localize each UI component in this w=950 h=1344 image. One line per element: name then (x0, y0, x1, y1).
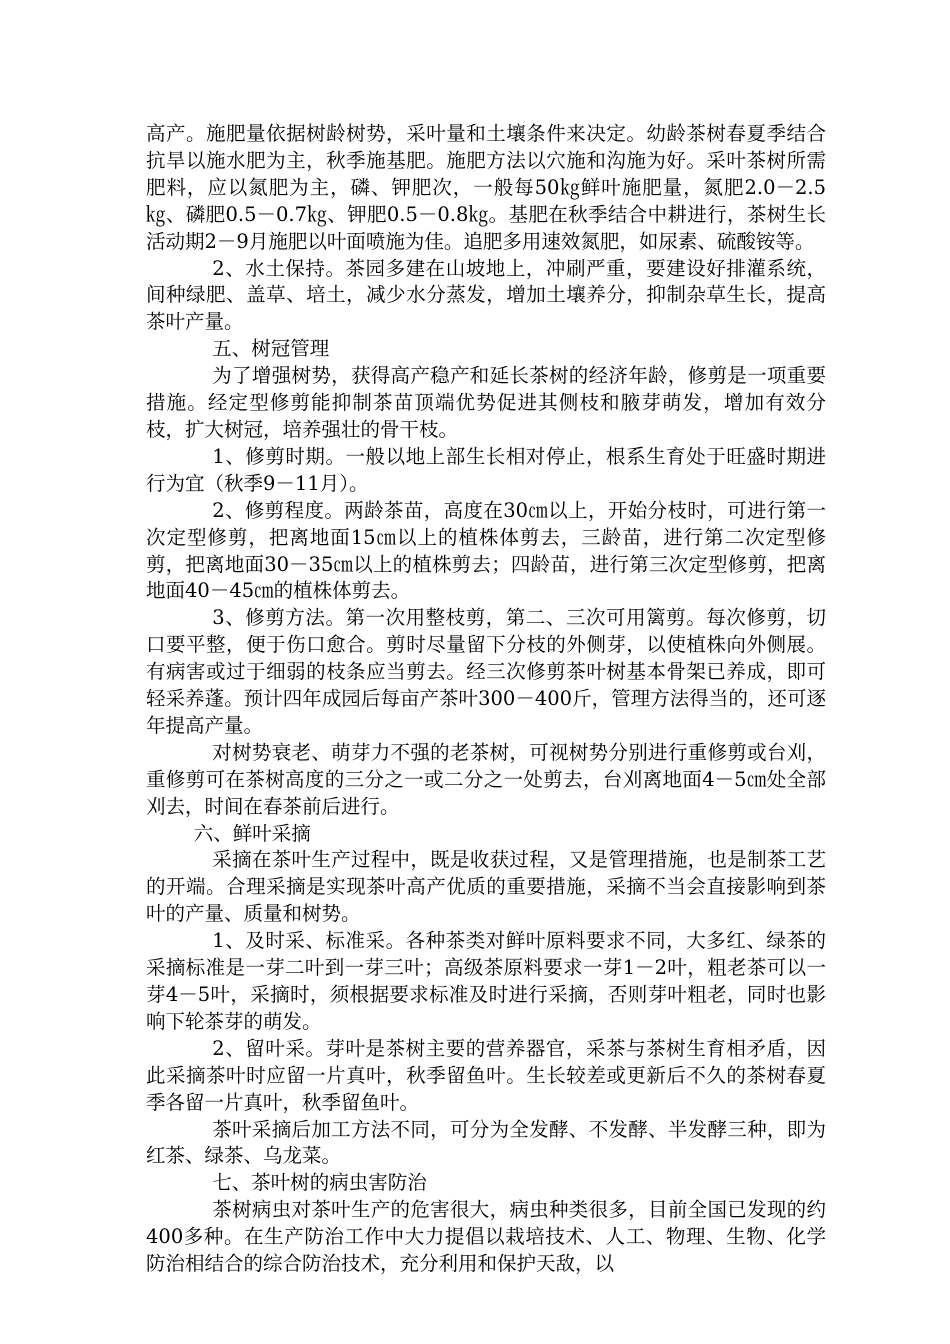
section-heading-leaf-picking: 六、鲜叶采摘 (193, 821, 311, 845)
paragraph-pruning-method: 3、修剪方法。第一次用整枝剪，第二、三次可用篱剪。每次修剪，切口要平整，便于伤口愈合。剪时尽量留下分枝的外侧芽，以使植株向外侧展。有病害或过于细弱的枝条应当剪去。经三次修剪茶叶树基本骨架已养成，即可轻采养蓬。预计四年成园后每亩产茶叶300－400斤，管理方法得当的，还可逐年提高产量。 (146, 606, 826, 737)
paragraph-leaf-retention-picking: 2、留叶采。芽叶是茶树主要的营养器官，采茶与茶树生育相矛盾，因此采摘茶叶时应留一片真叶，秋季留鱼叶。生长较差或更新后不久的茶树春夏季各留一片真叶，秋季留鱼叶。 (146, 1036, 826, 1114)
paragraph-old-tree-pruning: 对树势衰老、萌芽力不强的老茶树，可视树势分别进行重修剪或台刈，重修剪可在茶树高度的三分之一或二分之一处剪去，台刈离地面4－5㎝处全部刈去，时间在春茶前后进行。 (146, 740, 826, 818)
paragraph-pruning-timing: 1、修剪时期。一般以地上部生长相对停止，根系生育处于旺盛时期进行为宜（秋季9－11月）。 (146, 444, 826, 495)
paragraph-processing-methods: 茶叶采摘后加工方法不同，可分为全发酵、不发酵、半发酵三种，即为红茶、绿茶、乌龙菜。 (146, 1117, 826, 1168)
paragraph-soil-water-conservation: 2、水土保持。茶园多建在山坡地上，冲刷严重，要建设好排灌系统，间种绿肥、盖草、培土，减少水分蒸发，增加土壤养分，抑制杂草生长，提高茶叶产量。 (146, 256, 826, 334)
paragraph-fertilization: 高产。施肥量依据树龄树势，采叶量和土壤条件来决定。幼龄茶树春夏季结合抗旱以施水肥为主，秋季施基肥。施肥方法以穴施和沟施为好。采叶茶树所需肥料，应以氮肥为主，磷、钾肥次，一般每50㎏鲜叶施肥量，氮肥2.0－2.5㎏、磷肥0.5－0.7㎏、钾肥0.5－0.8㎏。基肥在秋季结合中耕进行，茶树生长活动期2－9月施肥以叶面喷施为佳。追肥多用速效氮肥，如尿素、硫酸铵等。 (146, 122, 826, 253)
document-body (146, 121, 826, 1278)
paragraph-pruning-intro: 为了增强树势，获得高产稳产和延长茶树的经济年龄，修剪是一项重要措施。经定型修剪能抑制茶苗顶端优势促进其侧枝和腋芽萌发，增加有效分枝，扩大树冠，培养强壮的骨干枝。 (146, 364, 826, 441)
section-heading-pest-control: 七、茶叶树的病虫害防治 (212, 1171, 427, 1195)
paragraph-picking-intro: 采摘在茶叶生产过程中，既是收获过程，又是管理措施，也是制茶工艺的开端。合理采摘是实现茶叶高产优质的重要措施，采摘不当会直接影响到茶叶的产量、质量和树势。 (146, 848, 826, 926)
section-heading-canopy-management: 五、树冠管理 (212, 337, 330, 361)
paragraph-timely-picking: 1、及时采、标准采。各种茶类对鲜叶原料要求不同，大多红、绿茶的采摘标准是一芽二叶到一芽三叶；高级茶原料要求一芽1－2叶，粗老茶可以一芽4－5叶，采摘时，须根据要求标准及时进行采摘，否则芽叶粗老，同时也影响下轮茶芽的萌发。 (146, 929, 826, 1033)
paragraph-pest-control-intro: 茶树病虫对茶叶生产的危害很大，病虫种类很多，目前全国已发现的约400多种。在生产防治工作中大力提倡以栽培技术、人工、物理、生物、化学防治相结合的综合防治技术，充分利用和保护天敌，以 (146, 1198, 826, 1276)
paragraph-pruning-degree: 2、修剪程度。两龄茶苗，高度在30㎝以上，开始分枝时，可进行第一次定型修剪，把离地面15㎝以上的植株体剪去，三龄苗，进行第二次定型修剪，把离地面30－35㎝以上的植株剪去；四龄苗，进行第三次定型修剪，把离地面40－45㎝的植株体剪去。 (146, 498, 826, 603)
